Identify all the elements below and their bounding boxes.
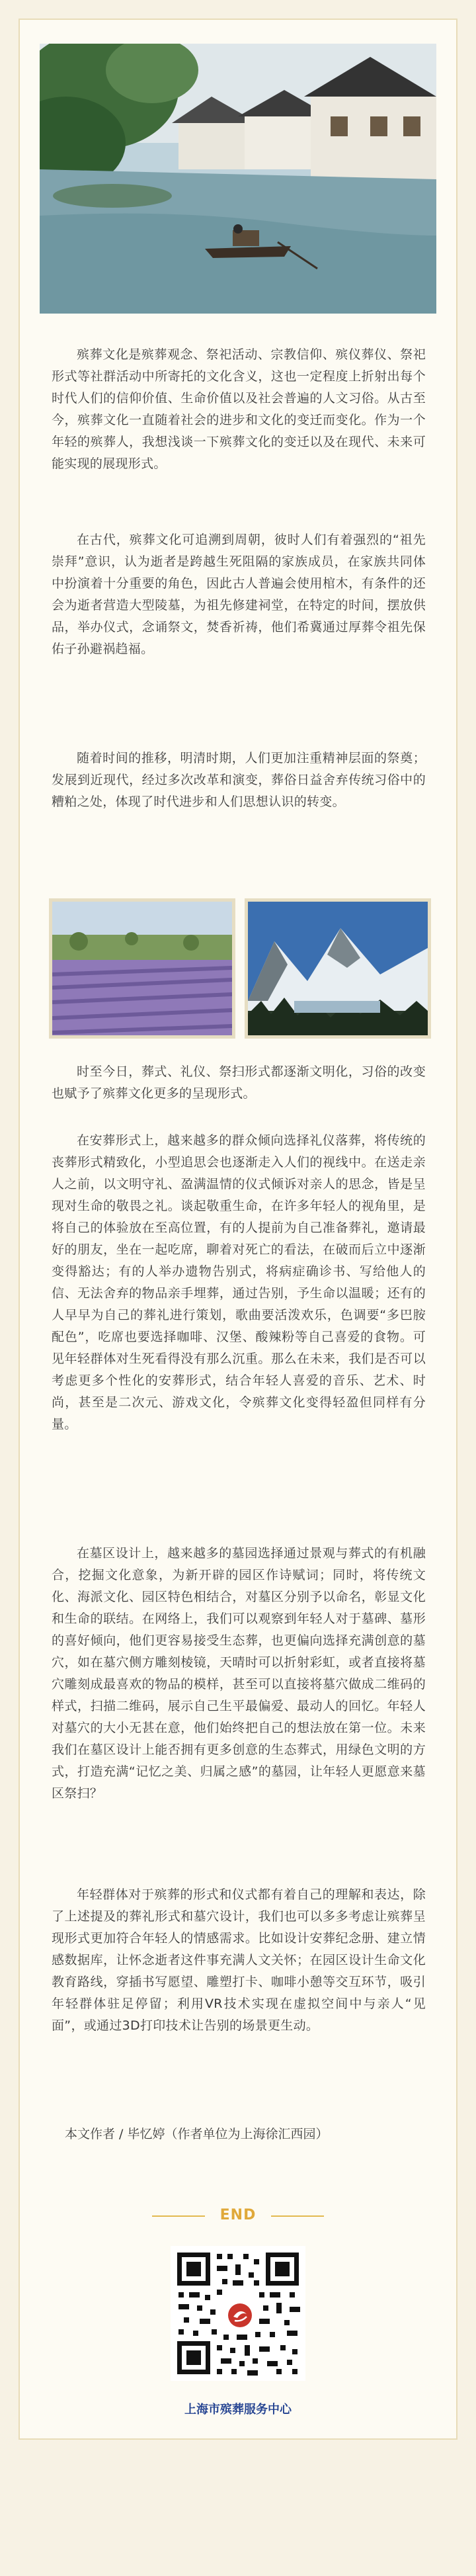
end-line-right xyxy=(271,2215,324,2217)
organization-name: 上海市殡葬服务中心 xyxy=(184,2403,292,2417)
author-line: 本文作者 / 毕忆婷（作者单位为上海徐汇西园） xyxy=(65,2127,329,2141)
snow-mountain-photo xyxy=(245,898,431,1039)
end-divider xyxy=(0,2203,476,2229)
paragraph-burial-forms: 在安葬形式上，越来越多的群众倾向选择礼仪落葬，将传统的丧葬形式精致化，小型追思会也逐渐走入人们的视线中。在送走亲人之前，以文明守礼、盈满温情的仪式倾诉对亲人的思念，皆是呈现对生命的敬畏之礼。谈起敬重生命，在许多年轻人的视角里，是将自己的体验放在至高位置，有的人提前为自己准备葬礼，邀请最好的朋友，坐在一起吃席，聊着对死亡的看法，在破而后立中逐渐变得豁达；有的人举办遗物告别式，将病症确诊书、写给他人的信、无法舍弃的物品亲手埋葬，通过告别，予生命以温暖；还有的人早早为自己的葬礼进行策划，歌曲要活泼欢乐，色调要“多巴胺配色”，吃席也要选择咖啡、汉堡、酸辣粉等自己喜爱的食物。可见年轻群体对生死看得没有那么沉重。那么在未来，我们是否可以考虑更多个性化的安葬形式，结合年轻人喜爱的音乐、艺术、时尚，甚至是二次元、游戏文化，令殡葬文化变得轻盈但同样有分量。 xyxy=(52,1133,426,1432)
paragraph-cemetery-design: 在墓区设计上，越来越多的墓园选择通过景观与葬式的有机融合，挖掘文化意象，为新开辟的园区作诗赋词；同时，将传统文化、海派文化、园区特色相结合，对墓区分别予以命名，彰显文化和生命的联结。在网络上，我们可以观察到年轻人对于墓碑、墓形的喜好倾向，他们更容易接受生态葬，也更偏向选择充满创意的墓穴，如在墓穴侧方雕刻棱镜，天晴时可以折射彩虹，或者直接将墓穴雕刻成最喜欢的物品的模样，甚至可以直接将墓穴做成二维码的样式，扫描二维码，展示自己生平最偏爱、最动人的回忆。年轻人对墓穴的大小无甚在意，他们始终把自己的想法放在第一位。未来我们在墓区设计上能否拥有更多创意的生态葬式，用绿色文明的方式，打造充满“记忆之美、归属之感”的墓园，让年轻人更愿意来墓区祭扫？ xyxy=(52,1546,426,1801)
paragraph-ancient: 在古代，殡葬文化可追溯到周朝，彼时人们有着强烈的“祖先崇拜”意识，认为逝者是跨越生死阻隔的家族成员，在家族共同体中扮演着十分重要的角色，因此古人普遍会使用棺木，有条件的还会为逝者营造大型陵墓，为祖先修建祠堂，在特定的时间，摆放供品，举办仪式，念诵祭文，焚香祈祷，他们希冀通过厚葬令祖先保佑子孙避祸趋福。 xyxy=(52,533,426,656)
qr-center-logo xyxy=(225,2300,255,2331)
qr-code[interactable] xyxy=(171,2246,305,2381)
paragraph-today: 时至今日，葬式、礼仪、祭扫形式都逐渐文明化，习俗的改变也赋予了殡葬文化更多的呈现形式。 xyxy=(52,1064,426,1101)
paragraph-young-generation: 年轻群体对于殡葬的形式和仪式都有着自己的理解和表达，除了上述提及的葬礼形式和墓穴设计，我们也可以多多考虑让殡葬呈现形式更加符合年轻人的情感需求。比如设计安葬纪念册、建立情感数据库，让怀念逝者这件事充满人文关怀；在园区设计生命文化教育路线，穿插书写愿望、雕塑打卡、咖啡小憩等交互环节，吸引年轻群体驻足停留；利用VR技术实现在虚拟空间中与亲人“见面”，或通过3D打印技术让告别的场景更生动。 xyxy=(52,1887,426,2033)
paragraph-modern: 随着时间的推移，明清时期，人们更加注重精神层面的祭奠；发展到近现代，经过多次改革和演变，葬俗日益舍弃传统习俗中的糟粕之处，体现了时代进步和人们思想认识的转变。 xyxy=(52,751,426,809)
lavender-field-photo xyxy=(49,898,235,1039)
hero-photo xyxy=(40,44,436,314)
end-line-left xyxy=(152,2215,205,2217)
paragraph-intro: 殡葬文化是殡葬观念、祭祀活动、宗教信仰、殡仪葬仪、祭祀形式等社群活动中所寄托的文化含义，这也一定程度上折射出每个时代人们的信仰价值、生命价值以及社会普遍的人文习俗。从古至今，殡葬文化一直随着社会的进步和文化的变迁而变化。作为一个年轻的殡葬人，我想浅谈一下殡葬文化的变迁以及在现代、未来可能实现的展现形式。 xyxy=(52,347,426,471)
end-label: END xyxy=(219,2207,257,2223)
